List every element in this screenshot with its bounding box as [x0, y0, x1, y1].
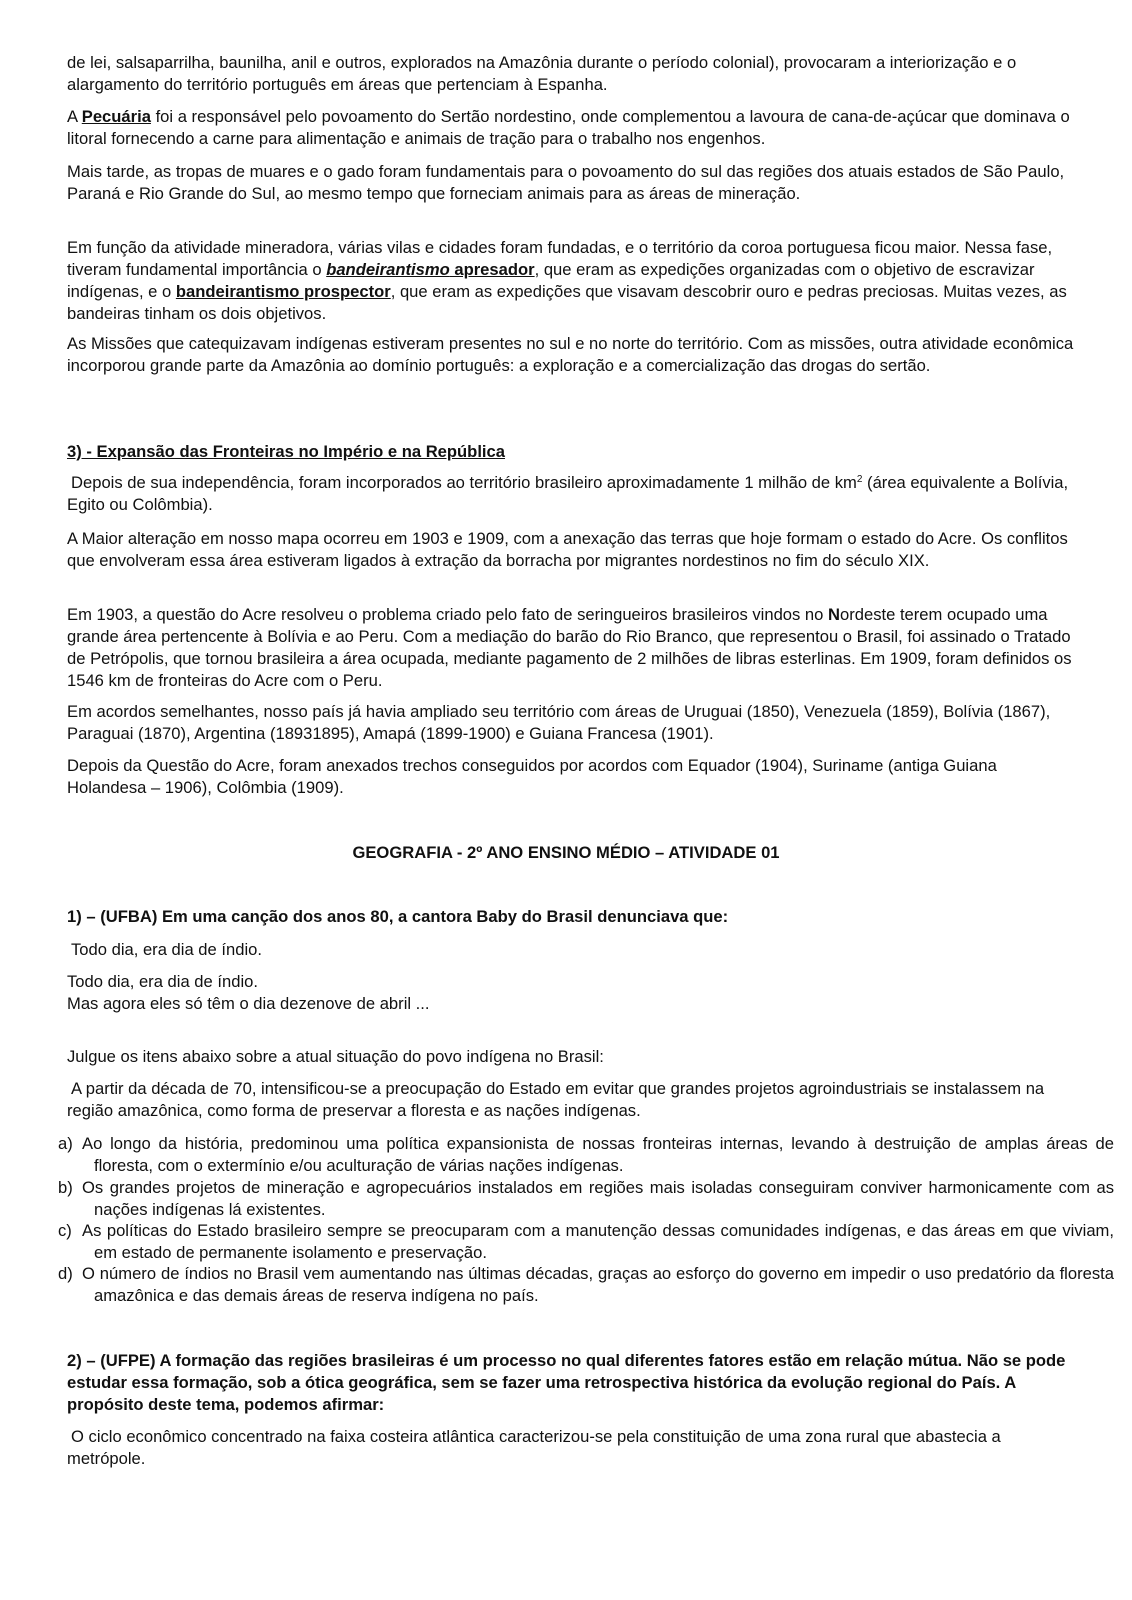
- text: , que eram as expedições que visavam descobrir ouro e pedras preciosas. Muitas vezes, as bandeiras tinham os dois objetivos.: [67, 282, 1067, 323]
- term-apresador: apresador: [449, 260, 535, 279]
- text: foi a responsável pelo povoamento do Sertão nordestino, onde complementou a lavoura de cana-de-açúcar que dominava o litoral fornecendo a carne para alimentação e animais de tração para o trabalho nos engenhos.: [67, 107, 1070, 148]
- option-text: Os grandes projetos de mineração e agropecuários instalados em regiões mais isoladas conseguiram conviver harmonicamente com as nações indígenas lá existentes.: [82, 1178, 1114, 1219]
- text: Depois de sua independência, foram incorporados ao território brasileiro aproximadamente 1 milhão de km: [71, 473, 857, 492]
- paragraph-tropas-muares: Mais tarde, as tropas de muares e o gado foram fundamentais para o povoamento do sul das regiões dos atuais estados de São Paulo, Paraná e Rio Grande do Sul, ao mesmo tempo que forneciam animais para as áreas de mineração.: [67, 162, 1065, 203]
- verse-line: Mas agora eles só têm o dia dezenove de abril ...: [67, 994, 430, 1013]
- paragraph-pecuaria: [67, 106, 1077, 150]
- text: (área equivalente a Bolívia, Egito ou Colômbia).: [67, 473, 1069, 514]
- term-pecuaria: Pecuária: [81, 107, 151, 126]
- question-1-instruction: Julgue os itens abaixo sobre a atual situação do povo indígena no Brasil:: [67, 1047, 604, 1066]
- option-label: d): [58, 1264, 73, 1283]
- option-a: [58, 1133, 1114, 1177]
- text: Em 1903, a questão do Acre resolveu o problema criado pelo fato de seringueiros brasileiros vindos no: [67, 605, 828, 624]
- paragraph-anexacoes: Depois da Questão do Acre, foram anexados trechos conseguidos por acordos com Equador (1904), Suriname (antiga Guiana Holandesa – 1906), Colômbia (1909).: [67, 756, 997, 797]
- section-heading: 3) - Expansão das Fronteiras no Império e na República: [67, 442, 506, 461]
- term-bandeirantismo: bandeirantismo: [326, 260, 450, 279]
- question-2-statement: O ciclo econômico concentrado na faixa costeira atlântica caracterizou-se pela constituição de uma zona rural que abastecia a metrópole.: [67, 1427, 1001, 1468]
- activity-title: GEOGRAFIA - 2º ANO ENSINO MÉDIO – ATIVIDADE 01: [352, 843, 780, 862]
- paragraph-questao-acre: [67, 604, 1077, 692]
- superscript: 2: [856, 474, 863, 485]
- verse-line: Todo dia, era dia de índio.: [67, 972, 258, 991]
- paragraph-acre: A Maior alteração em nosso mapa ocorreu em 1903 e 1909, com a anexação das terras que hoje formam o estado do Acre. Os conflitos que envolveram essa área estiveram ligados à extração da borracha por migrantes nordestinos no fim do século XIX.: [67, 529, 1068, 570]
- option-b: [58, 1177, 1114, 1221]
- option-d: [58, 1263, 1114, 1307]
- paragraph-acordos: Em acordos semelhantes, nosso país já havia ampliado seu território com áreas de Uruguai (1850), Venezuela (1859), Bolívia (1867), Paraguai (1870), Argentina (18931895), Amapá (1899-1900) e Guiana Francesa (1901).: [67, 702, 1051, 743]
- text: A: [67, 107, 82, 126]
- paragraph-mineracao: [67, 237, 1077, 325]
- verse-line: Todo dia, era dia de índio.: [71, 940, 262, 959]
- option-text: Ao longo da história, predominou uma política expansionista de nossas fronteiras internas, levando à destruição de amplas áreas de floresta, com o extermínio e/ou aculturação de várias nações indígenas.: [82, 1134, 1114, 1175]
- option-text: O número de índios no Brasil vem aumentando nas últimas décadas, graças ao esforço do governo em impedir o uso predatório da floresta amazônica e das demais áreas de reserva indígena no país.: [82, 1264, 1114, 1305]
- text: , que eram as expedições organizadas com o objetivo de escravizar indígenas, e o: [67, 260, 1035, 301]
- option-label: c): [58, 1221, 72, 1240]
- option-text: As políticas do Estado brasileiro sempre se preocuparam com a manutenção dessas comunidades indígenas, e das áreas em que viviam, em estado de permanente isolamento e preservação.: [82, 1221, 1114, 1262]
- option-label: b): [58, 1178, 73, 1197]
- question-1: 1) – (UFBA) Em uma canção dos anos 80, a cantora Baby do Brasil denunciava que:: [67, 907, 729, 926]
- paragraph-independencia: [67, 472, 1077, 516]
- option-label: a): [58, 1134, 73, 1153]
- question-1-statement: A partir da década de 70, intensificou-se a preocupação do Estado em evitar que grandes projetos agroindustriais se instalassem na região amazônica, como forma de preservar a floresta e as nações indígenas.: [67, 1079, 1045, 1120]
- text-bold: N: [828, 605, 840, 624]
- term-bandeirantismo-prospector: bandeirantismo prospector: [175, 282, 391, 301]
- option-c: [58, 1220, 1114, 1264]
- text: ordeste terem ocupado uma grande área pertencente à Bolívia e ao Peru. Com a mediação do barão do Rio Branco, que representou o Brasil, foi assinado o Tratado de Petrópolis, que tornou brasileira a área ocupada, mediante pagamento de 2 milhões de libras esterlinas. Em 1909, foram definidos os 1546 km de fronteiras do Acre com o Peru.: [67, 605, 1072, 690]
- question-2: 2) – (UFPE) A formação das regiões brasileiras é um processo no qual diferentes fatores estão em relação mútua. Não se pode estudar essa formação, sob a ótica geográfica, sem se fazer uma retrospectiva histórica da evolução regional do País. A propósito deste tema, podemos afirmar:: [67, 1351, 1066, 1414]
- paragraph-missoes: As Missões que catequizavam indígenas estiveram presentes no sul e no norte do território. Com as missões, outra atividade econômica incorporou grande parte da Amazônia ao domínio português: a exploração e a comercialização das drogas do sertão.: [67, 334, 1074, 375]
- text: Em função da atividade mineradora, várias vilas e cidades foram fundadas, e o território da coroa portuguesa ficou maior. Nessa fase, tiveram fundamental importância o: [67, 238, 1053, 279]
- paragraph-colonial-expansion: de lei, salsaparrilha, baunilha, anil e outros, explorados na Amazônia durante o período colonial), provocaram a interiorização e o alargamento do território português em áreas que pertenciam à Espanha.: [67, 53, 1017, 94]
